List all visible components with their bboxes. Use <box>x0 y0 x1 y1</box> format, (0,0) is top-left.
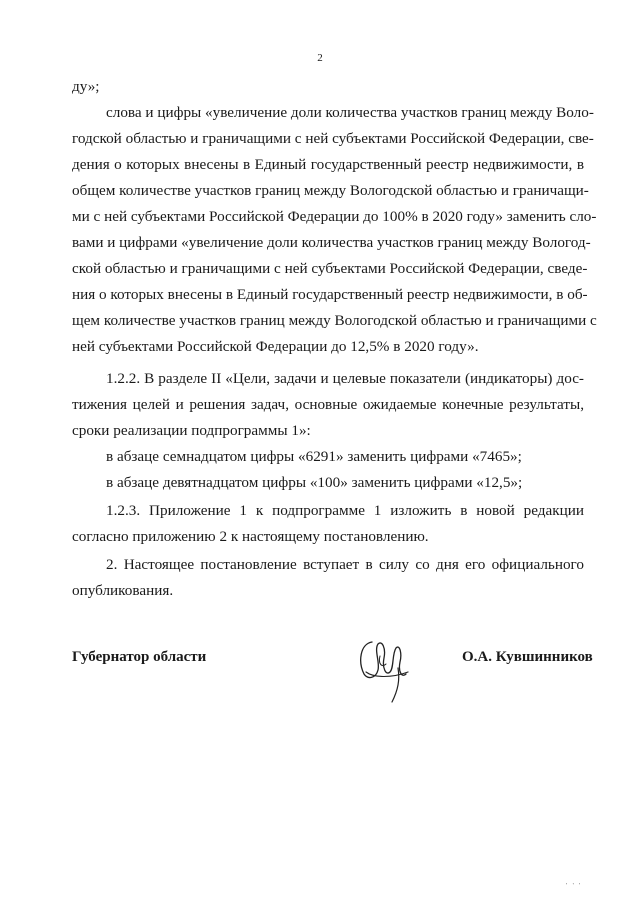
body-line: щем количестве участков границ между Вологодской областью и граничащими с <box>72 312 597 329</box>
body-line: тижения целей и решения задач, основные ожидаемые конечные результаты, <box>72 396 584 413</box>
body-line: ской областью и граничащими с ней субъектами Российской Федерации, сведе- <box>72 260 588 277</box>
signer-name: О.А. Кувшинников <box>462 649 593 665</box>
body-line: в абзаце девятнадцатом цифры «100» заменить цифрами «12,5»; <box>106 474 523 491</box>
body-line: опубликования. <box>72 582 174 599</box>
signer-position: Губернатор области <box>72 649 207 665</box>
body-line: вами и цифрами «увеличение доли количества участков границ между Вологод- <box>72 234 591 251</box>
body-line: 1.2.2. В разделе II «Цели, задачи и целевые показатели (индикаторы) дос- <box>106 370 584 387</box>
body-line: общем количестве участков границ между Вологодской областью и граничащи- <box>72 182 589 199</box>
body-line: 1.2.3. Приложение 1 к подпрограмме 1 изложить в новой редакции <box>106 502 584 519</box>
body-line: в абзаце семнадцатом цифры «6291» заменить цифрами «7465»; <box>106 448 522 465</box>
body-line: дения о которых внесены в Единый государственный реестр недвижимости, в <box>72 156 584 173</box>
body-line: ми с ней субъектами Российской Федерации до 100% в 2020 году» заменить сло- <box>72 208 597 225</box>
body-line: ния о которых внесены в Единый государственный реестр недвижимости, в об- <box>72 286 588 303</box>
body-line: ду»; <box>72 78 100 95</box>
body-line: слова и цифры «увеличение доли количества участков границ между Воло- <box>106 104 594 121</box>
body-line: сроки реализации подпрограммы 1»: <box>72 422 311 439</box>
handwritten-signature-image <box>352 628 416 708</box>
body-line: годской областью и граничащими с ней субъектами Российской Федерации, све- <box>72 130 594 147</box>
scan-artifact-marks: ' ' ' <box>566 883 583 889</box>
body-line: ней субъектами Российской Федерации до 12,5% в 2020 году». <box>72 338 479 355</box>
page-number: 2 <box>317 52 323 64</box>
body-line: согласно приложению 2 к настоящему постановлению. <box>72 528 429 545</box>
body-line: 2. Настоящее постановление вступает в силу со дня его официального <box>106 556 584 573</box>
